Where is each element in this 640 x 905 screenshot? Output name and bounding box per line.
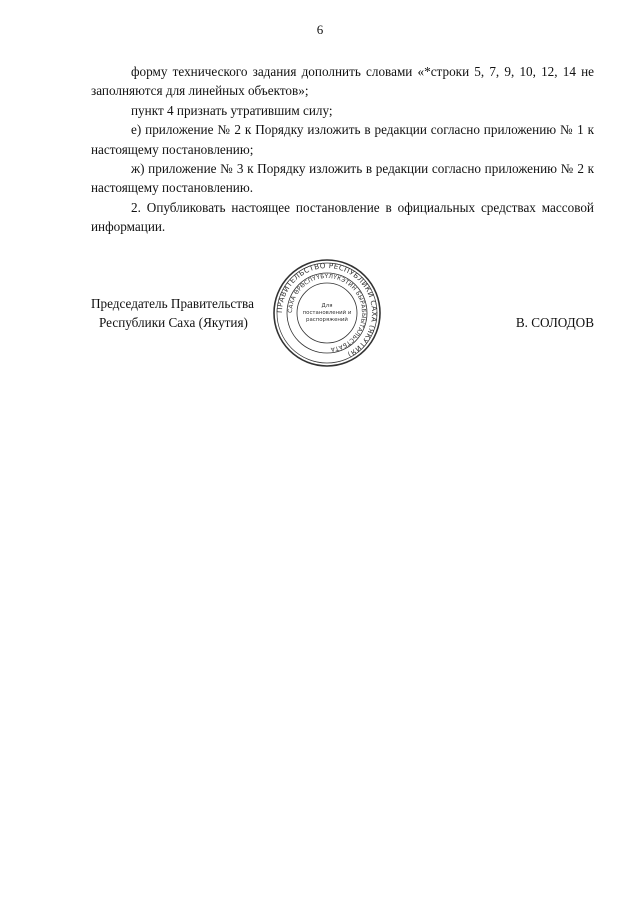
official-seal	[272, 258, 382, 368]
paragraph-point-4: пункт 4 признать утратившим силу;	[131, 102, 333, 118]
seal-center-line3: распоряжений	[306, 317, 348, 323]
paragraph-appendix-3: ж) приложение № 3 к Порядку изложить в редакции согласно приложению № 2 к настоящему постановлению.	[91, 161, 594, 196]
seal-inner-text: САХА ӨРӨСПҮҮБҮЛҮКЭТИН БЫРАБЫЫТАЛЬСТБАТА	[287, 273, 367, 352]
seal-outer-text: ПРАВИТЕЛЬСТВО РЕСПУБЛИКИ САХА (ЯКУТИЯ)	[274, 260, 380, 360]
signatory-title-line1: Председатель Правительства	[91, 296, 254, 311]
seal-center-line2: постановлений и	[302, 310, 352, 316]
signatory-name: В. СОЛОДОВ	[515, 315, 594, 330]
seal-stamp-icon	[272, 258, 382, 368]
paragraph-technical-task: форму технического задания дополнить словами «*строки 5, 7, 9, 10, 12, 14 не заполняются для линейных объектов»;	[91, 64, 594, 99]
page-number: 6	[316, 22, 324, 37]
paragraph-appendix-2: е) приложение № 2 к Порядку изложить в редакции согласно приложению № 1 к настоящему постановлению;	[91, 122, 594, 157]
document-body	[91, 62, 594, 237]
seal-center-line1: Для	[321, 303, 333, 309]
signatory-title-line2: Республики Саха (Якутия)	[99, 315, 248, 330]
paragraph-publish: 2. Опубликовать настоящее постановление в официальных средствах массовой информации.	[91, 199, 594, 235]
